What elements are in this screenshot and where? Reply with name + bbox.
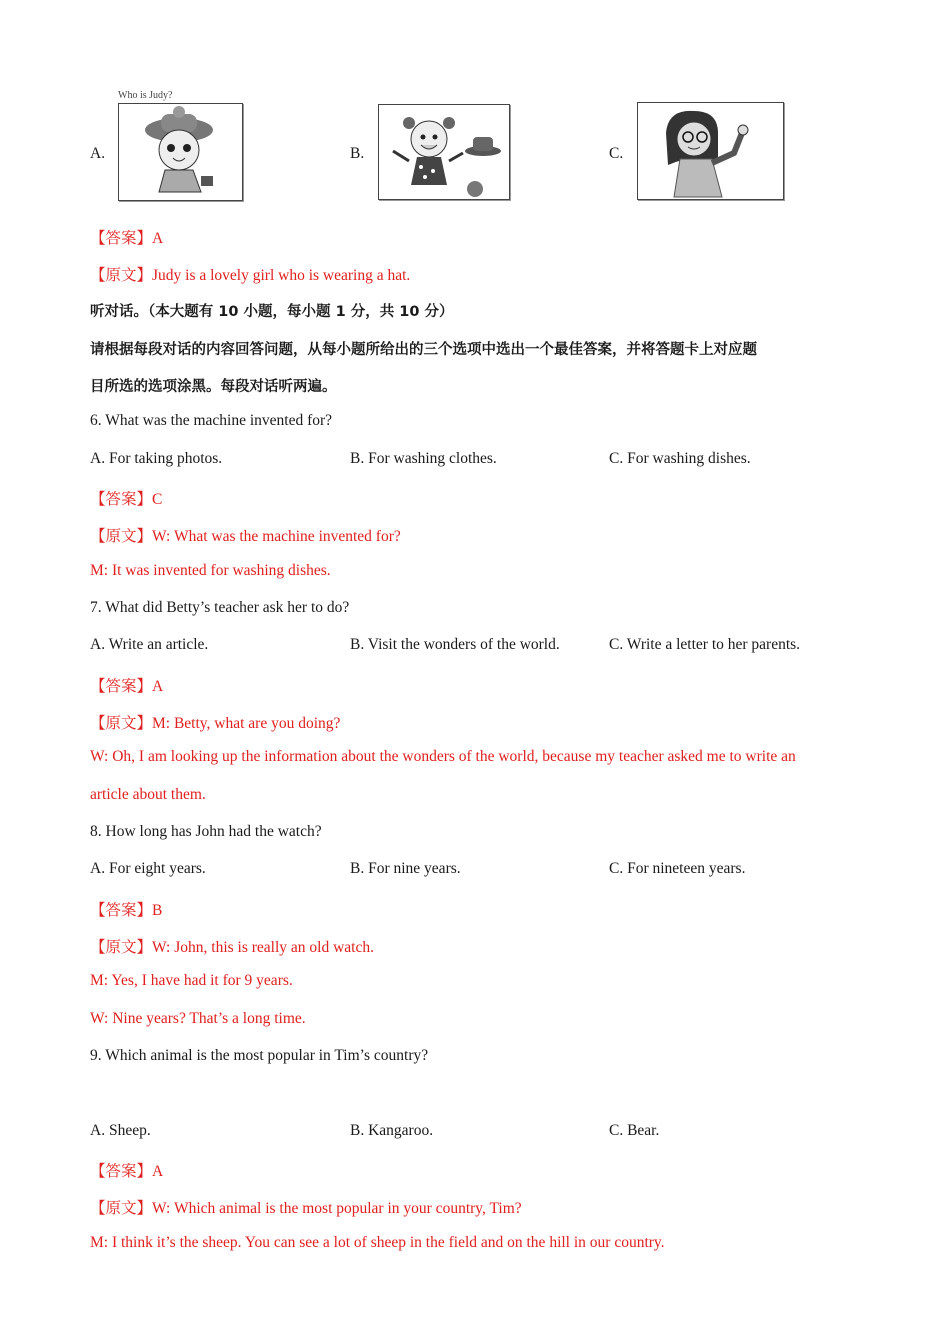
question-8-option-c: C. For nineteen years. bbox=[609, 860, 746, 877]
question-6-option-a: A. For taking photos. bbox=[90, 450, 223, 467]
question-7-option-a: A. Write an article. bbox=[90, 636, 209, 653]
question-6-transcript-line: M: It was invented for washing dishes. bbox=[90, 562, 331, 579]
question-8-transcript-line: 【原文】W: John, this is really an old watch. bbox=[90, 939, 374, 956]
picture-option-c-label: C. bbox=[609, 145, 624, 162]
question-6-option-b: B. For washing clothes. bbox=[350, 450, 497, 467]
woman-with-glasses-waving-icon bbox=[638, 103, 783, 199]
question-7-transcript-line: W: Oh, I am looking up the information about the wonders of the world, because my teacher asked me to write an bbox=[90, 748, 796, 765]
picture-option-a-label: A. bbox=[90, 145, 106, 162]
transcript-picture-question: 【原文】Judy is a lovely girl who is wearing a hat. bbox=[90, 267, 411, 284]
picture-option-b-label: B. bbox=[350, 145, 365, 162]
question-8-transcript-line: W: Nine years? That’s a long time. bbox=[90, 1010, 306, 1027]
answer-picture-question: 【答案】A bbox=[90, 230, 164, 247]
question-6: 6. What was the machine invented for? bbox=[90, 412, 333, 429]
question-9-answer: 【答案】A bbox=[90, 1163, 164, 1180]
picture-option-b bbox=[378, 104, 510, 200]
question-9-option-b: B. Kangaroo. bbox=[350, 1122, 434, 1139]
question-7-option-b: B. Visit the wonders of the world. bbox=[350, 636, 560, 653]
question-9-option-a: A. Sheep. bbox=[90, 1122, 151, 1139]
question-8-option-b: B. For nine years. bbox=[350, 860, 461, 877]
question-7-answer: 【答案】A bbox=[90, 678, 164, 695]
picture-caption: Who is Judy? bbox=[118, 90, 173, 101]
question-6-option-c: C. For washing dishes. bbox=[609, 450, 751, 467]
question-9: 9. Which animal is the most popular in Tim’s country? bbox=[90, 1047, 429, 1064]
section-instruction-line-1: 请根据每段对话的内容回答问题，从每小题所给出的三个选项中选出一个最佳答案，并将答题卡上对应题 bbox=[90, 342, 757, 358]
question-7-transcript-line: article about them. bbox=[90, 786, 206, 803]
question-7: 7. What did Betty’s teacher ask her to do? bbox=[90, 599, 350, 616]
girl-pointing-at-hat-icon bbox=[379, 105, 509, 199]
question-9-transcript-line: M: I think it’s the sheep. You can see a lot of sheep in the field and on the hill in our country. bbox=[90, 1234, 665, 1251]
question-7-transcript-line: 【原文】M: Betty, what are you doing? bbox=[90, 715, 341, 732]
question-8: 8. How long has John had the watch? bbox=[90, 823, 322, 840]
question-9-transcript-line: 【原文】W: Which animal is the most popular in your country, Tim? bbox=[90, 1200, 522, 1217]
picture-option-a bbox=[118, 103, 243, 201]
question-6-transcript-line: 【原文】W: What was the machine invented for? bbox=[90, 528, 401, 545]
question-8-option-a: A. For eight years. bbox=[90, 860, 206, 877]
section-instruction-line-2: 目所选的选项涂黑。每段对话听两遍。 bbox=[90, 379, 337, 395]
section-heading: 听对话。（本大题有 10 小题，每小题 1 分，共 10 分） bbox=[90, 304, 454, 320]
girl-with-hat-icon bbox=[119, 104, 242, 200]
question-9-option-c: C. Bear. bbox=[609, 1122, 660, 1139]
question-8-answer: 【答案】B bbox=[90, 902, 163, 919]
picture-option-c bbox=[637, 102, 784, 200]
question-7-option-c: C. Write a letter to her parents. bbox=[609, 636, 801, 653]
question-8-transcript-line: M: Yes, I have had it for 9 years. bbox=[90, 972, 293, 989]
question-6-answer: 【答案】C bbox=[90, 491, 163, 508]
